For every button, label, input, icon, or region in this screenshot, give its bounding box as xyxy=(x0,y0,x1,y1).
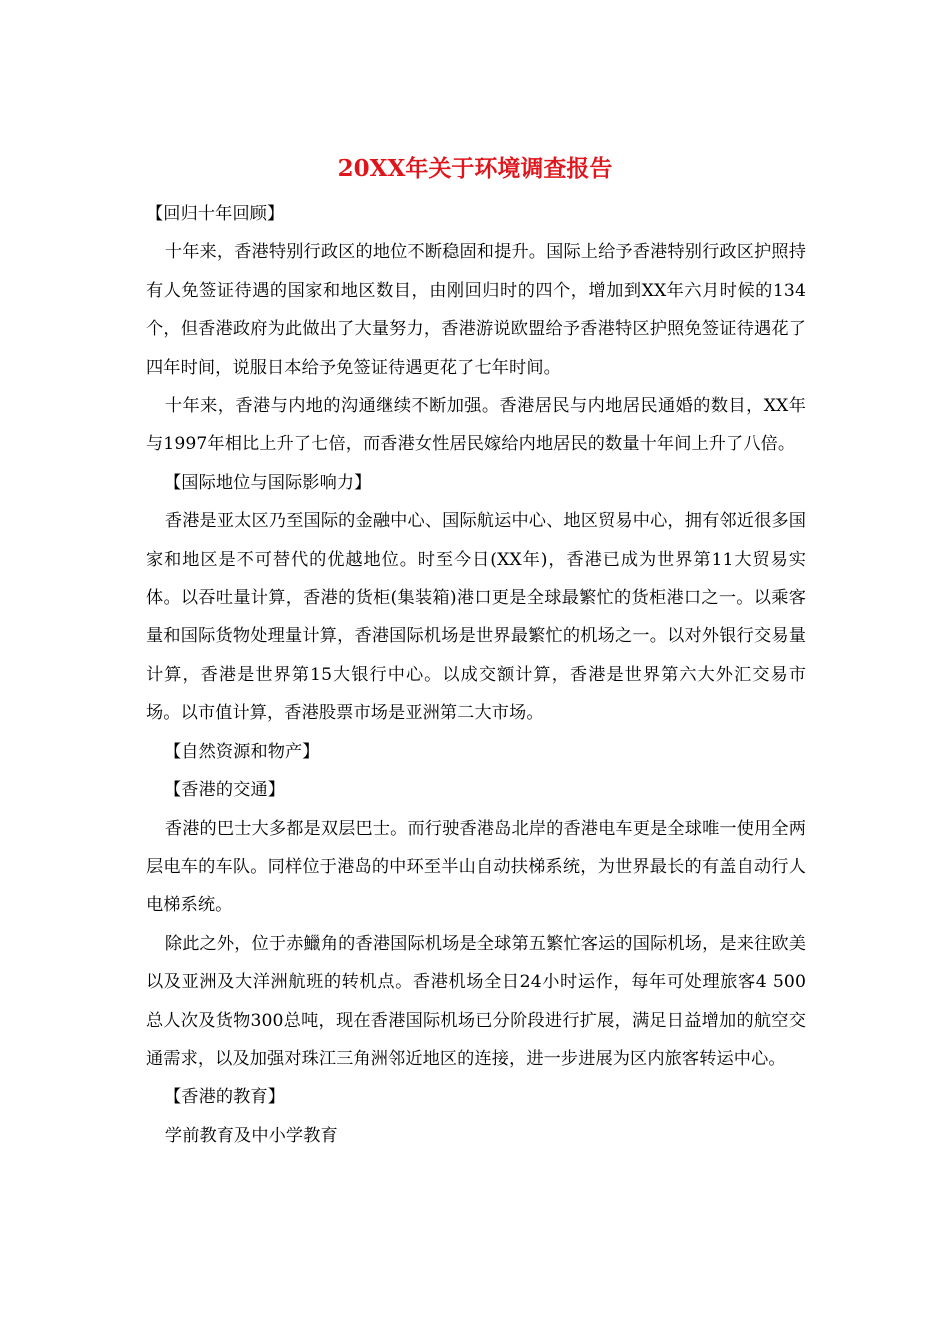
section-heading-natural-resources: 【自然资源和物产】 xyxy=(164,741,320,762)
section-heading-transportation: 【香港的交通】 xyxy=(164,780,286,801)
document-body xyxy=(146,195,806,1155)
paragraph-preschool-education: 学前教育及中小学教育 xyxy=(164,1125,338,1146)
paragraph-handover-status: 十年来，香港特别行政区的地位不断稳固和提升。国际上给予香港特别行政区护照持有人免签证待遇的国家和地区数目，由刚回归时的四个，增加到XX年六月时候的134个，但香港政府为此做出了大量努力，香港游说欧盟给予香港特区护照免签证待遇花了四年时间，说服日本给予免签证待遇更花了七年时间。 xyxy=(146,242,806,378)
paragraph-financial-center: 香港是亚太区乃至国际的金融中心、国际航运中心、地区贸易中心，拥有邻近很多国家和地区是不可替代的优越地位。时至今日(XX年)，香港已成为世界第11大贸易实体。以吞吐量计算，香港的货柜(集装箱)港口更是全球最繁忙的货柜港口之一。以乘客量和国际货物处理量计算，香港国际机场是世界最繁忙的机场之一。以对外银行交易量计算，香港是世界第15大银行中心。以成交额计算，香港是世界第六大外汇交易市场。以市值计算，香港股票市场是亚洲第二大市场。 xyxy=(146,511,806,724)
paragraph-buses-trams: 香港的巴士大多都是双层巴士。而行驶香港岛北岸的香港电车更是全球唯一使用全两层电车的车队。同样位于港岛的中环至半山自动扶梯系统，为世界最长的有盖自动行人电梯系统。 xyxy=(146,818,806,916)
document-title: 20XX年关于环境调查报告 xyxy=(337,155,613,182)
section-heading-handover-review: 【回归十年回顾】 xyxy=(146,204,285,224)
paragraph-airport: 除此之外，位于赤鱲角的香港国际机场是全球第五繁忙客运的国际机场，是来往欧美以及亚洲及大洋洲航班的转机点。香港机场全日24小时运作，每年可处理旅客4 500 总人次及货物300总吨，现在香港国际机场已分阶段进行扩展，满足日益增加的航空交通需求，以及加强对珠江三角洲邻近地区的连接，进一步进展为区内旅客转运中心。 xyxy=(146,933,806,1069)
section-heading-international-status: 【国际地位与国际影响力】 xyxy=(164,472,372,493)
section-heading-education: 【香港的教育】 xyxy=(164,1087,286,1108)
paragraph-mainland-communication: 十年来，香港与内地的沟通继续不断加强。香港居民与内地居民通婚的数目，XX年与1997年相比上升了七倍，而香港女性居民嫁给内地居民的数量十年间上升了八倍。 xyxy=(146,396,806,455)
